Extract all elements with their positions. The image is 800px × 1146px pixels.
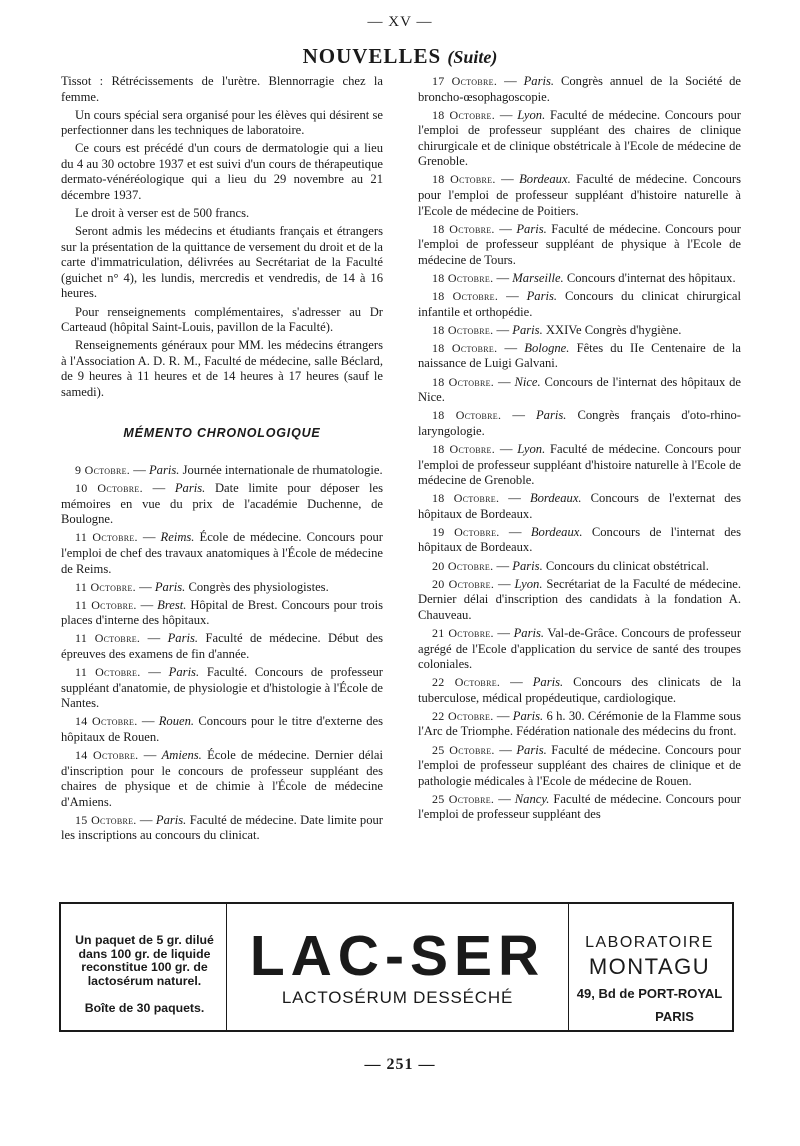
entry-city: Lyon. xyxy=(517,107,546,122)
entry-date: 18 Octobre. xyxy=(432,374,495,389)
entry-date: 15 Octobre. xyxy=(75,812,137,827)
entry-text: Faculté de médecine. Concours pour l'emploi de professeur suppléant des chaires de clinique chirurgicale et de clinique obstétricale à l'Ecole de médecine de Grenoble. xyxy=(418,107,741,169)
entry-city: Paris. xyxy=(516,221,547,236)
entry-date: 18 Octobre. xyxy=(432,107,496,122)
memento-entry: 11 Octobre. — Paris. Congrès des physiologistes. xyxy=(75,579,329,594)
memento-entry: 18 Octobre. — Paris. Congrès français d'oto-rhino-laryngologie. xyxy=(418,408,741,438)
memento-entry: 25 Octobre. — Nancy. Faculté de médecine. Concours pour l'emploi de professeur suppléant des xyxy=(418,791,741,822)
ad-brand-subtitle: LACTOSÉRUM DESSÉCHÉ xyxy=(281,988,514,1007)
memento-entry: 11 Octobre. — Brest. Hôpital de Brest. Concours pour trois places d'interne des hôpitaux. xyxy=(61,597,384,628)
entry-date: 25 Octobre. xyxy=(432,742,495,757)
memento-entry: 18 Octobre. — Marseille. Concours d'internat des hôpitaux. xyxy=(432,270,736,285)
entry-city: Brest. xyxy=(157,597,187,612)
entry-text: Faculté de médecine. Concours pour l'emploi de professeur suppléant de physique à l'Ecole de médecine de Tours. xyxy=(418,221,741,267)
entry-city: Nice. xyxy=(514,374,541,389)
entry-text: Congrès annuel de la Société de broncho-œsophagoscopie. xyxy=(418,74,741,104)
entry-date: 10 Octobre. xyxy=(75,481,143,496)
memento-entry: 20 Octobre. — Paris. Concours du clinicat obstétrical. xyxy=(432,558,709,573)
entry-text: Secrétariat de la Faculté de médecine. Dernier délai d'inscription des candidats à la fondation A. Chauveau. xyxy=(418,576,742,622)
entry-text: Concours des clinicats de la tuberculose, médical propédeutique, cardiologique. xyxy=(418,675,742,705)
entry-text: Journée internationale de rhumatologie. xyxy=(182,463,383,478)
memento-entry: 18 Octobre. — Bordeaux. Concours de l'externat des hôpitaux de Bordeaux. xyxy=(418,491,742,521)
ad-dosage-panel xyxy=(61,904,227,1030)
entry-city: Paris. xyxy=(512,558,543,573)
entry-date: 17 Octobre. xyxy=(432,74,498,88)
entry-date: 18 Octobre. xyxy=(432,340,498,355)
entry-date: 11 Octobre. xyxy=(75,665,141,680)
entry-text: Concours de l'internat des hôpitaux de Bordeaux. xyxy=(418,524,742,555)
entry-text: Concours pour le titre d'externe des hôpitaux de Rouen. xyxy=(61,714,383,744)
advertisement xyxy=(59,902,734,1032)
entry-text: Congrès des physiologistes. xyxy=(188,579,329,594)
entry-date: 18 Octobre. xyxy=(432,270,494,285)
entry-date: 18 Octobre. xyxy=(432,491,500,506)
paragraph: Tissot : Rétrécissements de l'urètre. Blennorragie chez la femme. xyxy=(61,74,383,104)
entry-text: XXIVe Congrès d'hygiène. xyxy=(545,322,682,337)
entry-date: 11 Octobre. xyxy=(75,530,138,545)
entry-date: 20 Octobre. xyxy=(432,558,494,573)
memento-heading: MÉMENTO CHRONOLOGIQUE xyxy=(123,425,321,440)
memento-entry: 22 Octobre. — Paris. 6 h. 30. Cérémonie de la Flamme sous l'Arc de Triomphe. Fédération nationale des médecins du front. xyxy=(418,708,742,739)
memento-entry: 18 Octobre. — Paris. Faculté de médecine. Concours pour l'emploi de professeur suppléant de physique à l'Ecole de médecine de Tours. xyxy=(418,221,741,267)
memento-entry: 14 Octobre. — Amiens. École de médecine. Dernier délai d'inscription pour le concours de professeur suppléant des chaires de physique et de chimie à l'École de médecine d'Amiens. xyxy=(61,748,384,809)
page-title xyxy=(0,44,800,69)
paragraph: Renseignements généraux pour MM. les médecins étrangers à l'Association A. D. R. M., Faculté de médecine, salle Béclard, de 9 heures à 11 heures et de 14 heures à 17 heures (sauf le samedi). xyxy=(61,338,383,399)
ad-brand-panel xyxy=(227,904,569,1030)
memento-entry: 18 Octobre. — Paris. Concours du clinicat chirurgical infantile et orthopédie. xyxy=(418,289,741,319)
entry-date: 18 Octobre. xyxy=(432,289,499,304)
entry-date: 11 Octobre. xyxy=(75,631,141,646)
entry-city: Paris. xyxy=(512,322,543,337)
entry-text: Concours du clinicat obstétrical. xyxy=(545,558,709,573)
entry-city: Lyon. xyxy=(514,576,543,591)
entry-text: Faculté de médecine. Date limite pour les inscriptions au concours du clinicat. xyxy=(61,812,383,843)
entry-text: Faculté de médecine. Concours pour l'emploi de professeur suppléant des chaires de clinique et de pathologie médicales à l'Ecole de médecine de Rouen. xyxy=(418,742,741,788)
ad-box-text: Boîte de 30 paquets. xyxy=(84,1001,205,1016)
entry-city: Paris. xyxy=(516,742,547,757)
entry-date: 18 Octobre. xyxy=(432,172,496,187)
ad-lab-panel xyxy=(569,904,732,1030)
entry-city: Paris. xyxy=(532,675,564,690)
entry-date: 14 Octobre. xyxy=(75,714,138,729)
ad-address: 49, Bd de PORT-ROYAL xyxy=(576,986,723,1001)
ad-city: PARIS xyxy=(655,1009,694,1024)
memento-entry: 10 Octobre. — Paris. Date limite pour déposer les mémoires en vue du prix de l'académie Duchenne, de Boulogne. xyxy=(61,481,383,527)
left-column xyxy=(61,74,383,847)
entry-city: Lyon. xyxy=(517,441,546,456)
entry-city: Reims. xyxy=(160,530,195,545)
memento-entry: 18 Octobre. — Lyon. Faculté de médecine. Concours pour l'emploi de professeur suppléant des chaires de clinique chirurgicale et de clinique obstétricale à l'Ecole de médecine de Grenoble. xyxy=(418,107,741,169)
memento-entry: 18 Octobre. — Nice. Concours de l'internat des hôpitaux de Nice. xyxy=(418,374,742,405)
entry-city: Bordeaux. xyxy=(529,491,582,506)
ad-brand: LAC-SER xyxy=(249,924,546,988)
entry-city: Paris. xyxy=(535,408,567,423)
paragraph: Pour renseignements complémentaires, s'adresser au Dr Carteaud (hôpital Saint-Louis, pavillon de la Faculté). xyxy=(61,304,383,335)
entry-city: Marseille. xyxy=(512,270,564,285)
entry-city: Paris. xyxy=(167,631,199,646)
title-main: NOUVELLES xyxy=(302,44,442,68)
entry-text: École de médecine. Dernier délai d'inscription pour le concours de professeur suppléant des chaires de physique et de chimie à l'École de médecine d'Amiens. xyxy=(61,748,384,809)
entry-text: Faculté de médecine. Concours pour l'emploi de professeur suppléant d'histoire naturelle à l'Ecole de médecine de Grenoble. xyxy=(418,441,741,488)
memento-entry: 19 Octobre. — Bordeaux. Concours de l'internat des hôpitaux de Bordeaux. xyxy=(418,524,742,555)
entry-city: Paris. xyxy=(174,481,206,496)
paragraph: Un cours spécial sera organisé pour les élèves qui désirent se perfectionner dans les techniques de laboratoire. xyxy=(61,107,383,138)
entry-city: Paris. xyxy=(513,625,545,640)
memento-entry: 20 Octobre. — Lyon. Secrétariat de la Faculté de médecine. Dernier délai d'inscription des candidats à la fondation A. Chauveau. xyxy=(418,576,742,622)
ad-lab-line1: LABORATOIRE xyxy=(585,934,714,951)
entry-text: Faculté de médecine. Début des épreuves des examens de fin d'année. xyxy=(61,631,384,662)
entry-city: Paris. xyxy=(168,665,200,680)
memento-entry: 18 Octobre. — Lyon. Faculté de médecine. Concours pour l'emploi de professeur suppléant d'histoire naturelle à l'Ecole de médecine de Grenoble. xyxy=(418,441,741,488)
entry-text: Faculté de médecine. Concours pour l'emploi de professeur suppléant d'histoire naturelle à l'Ecole de médecine de Poitiers. xyxy=(418,172,742,218)
entry-date: 18 Octobre. xyxy=(432,322,494,337)
entry-text: Concours de l'internat des hôpitaux de Nice. xyxy=(418,374,742,405)
title-suite: (Suite) xyxy=(447,47,498,67)
entry-city: Paris. xyxy=(154,579,186,594)
entry-text: Fêtes du IIe Centenaire de la naissance de Luigi Galvani. xyxy=(418,340,742,371)
entry-date: 25 Octobre. xyxy=(432,791,495,806)
entry-text: Faculté de médecine. Concours pour l'emploi de professeur suppléant des xyxy=(418,791,741,822)
memento-list-right xyxy=(418,74,741,823)
right-column xyxy=(418,74,741,825)
entry-date: 11 Octobre. xyxy=(75,579,136,594)
entry-text: Congrès français d'oto-rhino-laryngologie. xyxy=(418,408,741,438)
memento-entry: 14 Octobre. — Rouen. Concours pour le titre d'externe des hôpitaux de Rouen. xyxy=(61,714,383,744)
entry-date: 19 Octobre. xyxy=(432,524,500,539)
entry-city: Paris. xyxy=(148,463,180,478)
memento-entry: 9 Octobre. — Paris. Journée internationale de rhumatologie. xyxy=(75,463,383,478)
memento-list-left xyxy=(61,463,383,844)
memento-entry: 11 Octobre. — Paris. Faculté de médecine. Début des épreuves des examens de fin d'année. xyxy=(61,631,384,662)
memento-entry: 11 Octobre. — Reims. École de médecine. Concours pour l'emploi de chef des travaux anatomiques à l'École de médecine de Reims. xyxy=(61,530,384,576)
entry-date: 22 Octobre. xyxy=(432,675,501,690)
entry-city: Bordeaux. xyxy=(519,172,571,187)
entry-date: 20 Octobre. xyxy=(432,576,495,591)
entry-date: 11 Octobre. xyxy=(75,597,137,612)
memento-entry: 18 Octobre. — Bologne. Fêtes du IIe Centenaire de la naissance de Luigi Galvani. xyxy=(418,340,742,371)
entry-text: École de médecine. Concours pour l'emploi de chef des travaux anatomiques à l'École de médecine de Reims. xyxy=(61,530,384,576)
entry-text: Faculté. Concours de professeur suppléant d'anatomie, de physiologie et d'histologie à l'École de Nantes. xyxy=(61,665,383,711)
entry-date: 18 Octobre. xyxy=(432,221,495,236)
memento-entry: 18 Octobre. — Paris. XXIVe Congrès d'hygiène. xyxy=(432,322,682,337)
entry-date: 22 Octobre. xyxy=(432,708,494,723)
entry-date: 18 Octobre. xyxy=(432,441,496,456)
entry-city: Nancy. xyxy=(514,791,550,806)
entry-city: Paris. xyxy=(155,812,187,827)
ad-lab-line2: MONTAGU xyxy=(588,954,711,979)
entry-text: Date limite pour déposer les mémoires en vue du prix de l'académie Duchenne, de Boulogne. xyxy=(61,481,383,527)
memento-entry: 18 Octobre. — Bordeaux. Faculté de médecine. Concours pour l'emploi de professeur suppléant d'histoire naturelle à l'Ecole de médecine de Poitiers. xyxy=(418,172,742,218)
page-number-roman: — XV — xyxy=(367,14,433,30)
memento-entry: 11 Octobre. — Paris. Faculté. Concours de professeur suppléant d'anatomie, de physiologie et d'histologie à l'École de Nantes. xyxy=(61,665,383,711)
entry-text: Val-de-Grâce. Concours de professeur agrégé de l'Ecole d'application du service de santé des troupes coloniales. xyxy=(418,625,742,672)
entry-city: Rouen. xyxy=(158,714,195,729)
entry-text: 6 h. 30. Cérémonie de la Flamme sous l'Arc de Triomphe. Fédération nationale des médecins du front. xyxy=(418,708,742,739)
paragraph: Seront admis les médecins et étudiants français et étrangers sur la présentation de la quittance de versement du droit et de la carte d'immatriculation, délivrées au Secrétariat de la Faculté (guichet n° 4), les lundis, mercredis et vendredis, de 14 à 16 heures. xyxy=(61,224,383,301)
entry-city: Paris. xyxy=(526,289,558,304)
memento-entry: 17 Octobre. — Paris. Congrès annuel de la Société de broncho-œsophagoscopie. xyxy=(418,74,741,104)
ad-dosage-text: Un paquet de 5 gr. dilué dans 100 gr. de liquide reconstitue 100 gr. de lactosérum naturel. xyxy=(75,933,214,988)
entry-text: Concours de l'externat des hôpitaux de Bordeaux. xyxy=(418,491,742,521)
memento-entry: 21 Octobre. — Paris. Val-de-Grâce. Concours de professeur agrégé de l'Ecole d'application du service de santé des troupes coloniales. xyxy=(418,625,742,672)
page-number: — 251 — xyxy=(364,1056,436,1073)
paragraph: Ce cours est précédé d'un cours de dermatologie qui a lieu du 4 au 30 octobre 1937 et est suivi d'un cours de thérapeutique dermato-vénéréologique qui a lieu du 29 novembre au 21 décembre 1937. xyxy=(61,141,383,203)
entry-city: Paris. xyxy=(523,74,555,88)
memento-entry: 15 Octobre. — Paris. Faculté de médecine. Date limite pour les inscriptions au concours du clinicat. xyxy=(61,812,383,843)
paragraph: Le droit à verser est de 500 francs. xyxy=(75,206,250,221)
entry-city: Bordeaux. xyxy=(530,524,583,539)
entry-date: 14 Octobre. xyxy=(75,748,139,763)
entry-city: Amiens. xyxy=(161,748,202,763)
entry-text: Concours du clinicat chirurgical infantile et orthopédie. xyxy=(418,289,741,319)
entry-date: 21 Octobre. xyxy=(432,625,494,640)
memento-entry: 22 Octobre. — Paris. Concours des clinicats de la tuberculose, médical propédeutique, cardiologique. xyxy=(418,675,742,705)
entry-date: 9 Octobre. xyxy=(75,463,131,478)
entry-text: Concours d'internat des hôpitaux. xyxy=(566,270,736,285)
memento-entry: 25 Octobre. — Paris. Faculté de médecine. Concours pour l'emploi de professeur suppléant des chaires de clinique et de pathologie médicales à l'Ecole de médecine de Rouen. xyxy=(418,742,741,788)
entry-text: Hôpital de Brest. Concours pour trois places d'interne des hôpitaux. xyxy=(61,597,384,628)
entry-city: Paris. xyxy=(512,708,544,723)
entry-date: 18 Octobre. xyxy=(432,408,502,423)
entry-city: Bologne. xyxy=(524,340,570,355)
